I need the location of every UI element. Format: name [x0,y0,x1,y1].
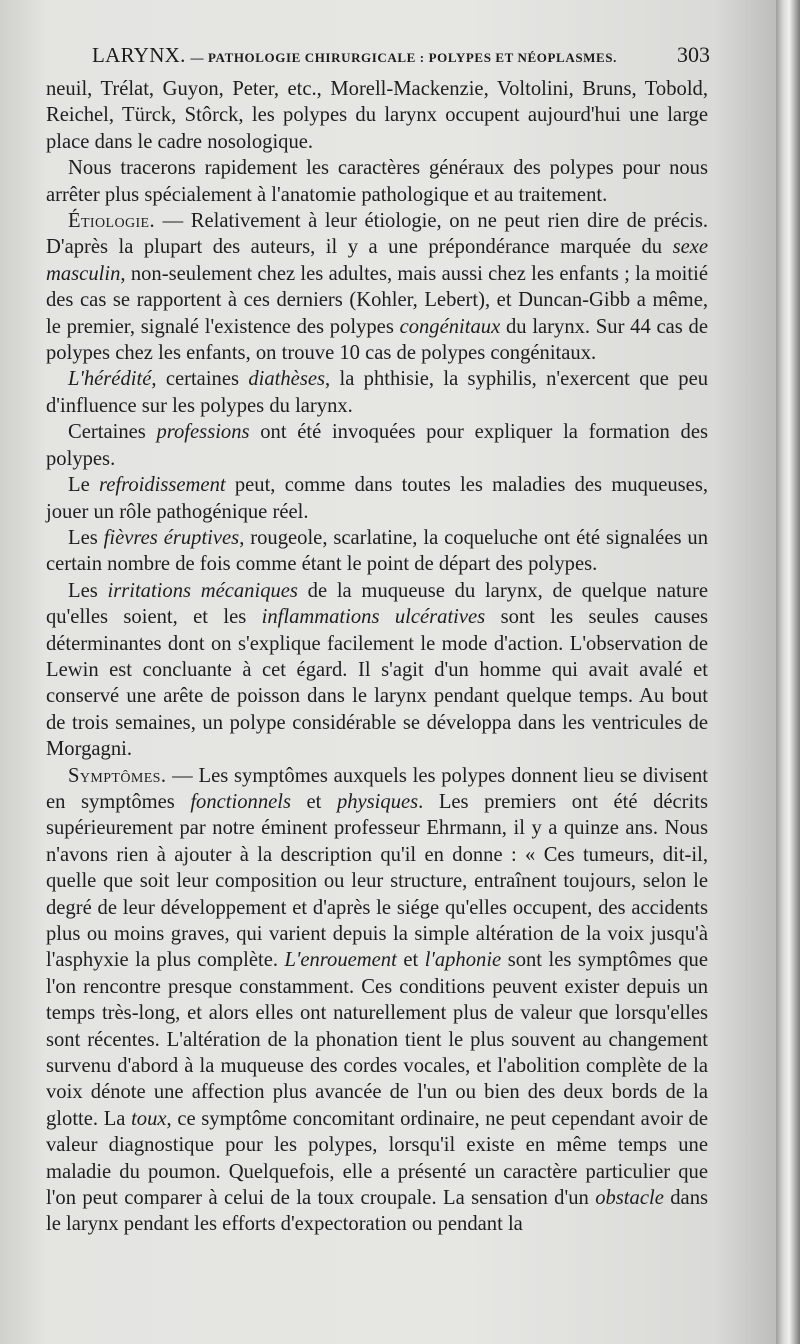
paragraph-text: et [396,949,425,972]
paragraph-text: — Les symptômes auxquels les polypes donnent lieu se divisent en symptômes [46,764,708,813]
paragraph [46,208,708,366]
paragraph-text: et [291,790,337,813]
paragraph-text: , rougeole, scarlatine, la coqueluche ont été signalées un certain nombre de fois comme étant le point de départ des polypes. [46,526,708,576]
paragraph [46,525,708,578]
paragraph-text: Le [68,474,99,497]
body-text [46,76,708,1238]
emphasis-text: physiques [336,790,419,813]
paragraph-text: dans le larynx pendant les efforts d'expectoration ou pendant la [46,1187,708,1236]
emphasis-text: obstacle [595,1187,664,1210]
paragraph-text: . Les premiers ont été décrits supérieurement par notre éminent professeur Ehrmann, il y a quinze ans. Nous n'avons rien à ajouter à la description qu'il en donne : « Ces tumeurs, dit-il, quelle que soit leur composition ou leur structure, entraînent toujours, selon le degré de leur développement et d'après le siége qu'elles occupent, des accidents plus ou moins graves, qui varient depuis la simple altération de la voix jusqu'à l'asphyxie la plus complète. [46,790,708,972]
paragraph-text: , la phthisie, la syphilis, n'exercent que peu d'influence sur les polypes du larynx. [46,368,709,417]
emphasis-text: professions [156,421,250,444]
running-title-sub: — PATHOLOGIE CHIRURGICALE : POLYPES ET NÉOPLASMES. [190,50,617,65]
emphasis-text: refroidissement [98,474,226,497]
paragraph [46,76,708,155]
running-header [92,42,710,72]
section-heading: Symptômes. [68,764,167,787]
page-edge [776,0,800,1344]
running-title-main: LARYNX. [92,43,186,67]
running-title [92,43,617,68]
paragraph [46,578,708,763]
emphasis-text: L'hérédité [68,368,152,391]
paragraph [46,155,708,208]
emphasis-text: congénitaux [399,315,501,338]
paragraph-text: sont les seules causes déterminantes dont on s'explique facilement le mode d'action. L'observation de Lewin est concluante à cet égard. Il s'agit d'un homme qui avait avalé et conservé une arête de poisson dans le larynx pendant quelque temps. Au bout de trois semaines, un polype considérable se développa dans les ventricules de Morgagni. [46,606,708,761]
emphasis-text: sexe masculin [46,236,708,285]
paragraph-text: , ce symptôme concomitant ordinaire, ne peut cependant avoir de valeur diagnostique pour les polypes, lorsqu'il existe en même temps une maladie du poumon. Quelquefois, elle a présenté un caractère particulier que l'on peut comparer à celui de la toux croupale. La sensation d'un [46,1107,708,1210]
paragraph-text: neuil, Trélat, Guyon, Peter, etc., Morell-Mackenzie, Voltolini, Bruns, Tobold, Reichel, Türck, Stôrck, les polypes du larynx occupent aujourd'hui une large place dans le cadre nosologique. [46,78,708,153]
emphasis-text: irritations mécaniques [107,579,298,602]
paragraph-text: peut, comme dans toutes les maladies des muqueuses, jouer un rôle pathogénique réel. [46,474,708,523]
paragraph [46,472,708,525]
emphasis-text: inflammations ulcératives [261,606,486,629]
emphasis-text: l'aphonie [424,949,502,972]
paragraph-text: Nous tracerons rapidement les caractères généraux des polypes pour nous arrêter plus spécialement à l'anatomie pathologique et au traitement. [46,157,708,206]
page-number: 303 [677,42,710,67]
paragraph-text: du larynx. Sur 44 cas de polypes chez les enfants, on trouve 10 cas de polypes congénitaux. [46,315,708,365]
paragraph [46,366,708,419]
paragraph-text: , certaines [151,368,249,391]
paragraph-text: Certaines [68,421,157,444]
emphasis-text: fonctionnels [190,790,291,813]
paragraph [46,763,708,1238]
emphasis-text: toux [131,1107,167,1130]
paragraph-text: — Relativement à leur étiologie, on ne peut rien dire de précis. D'après la plupart des auteurs, il y a une prépondérance marquée du [46,210,708,259]
paragraph-text: Les [68,579,108,602]
paragraph-text: , non-seulement chez les adultes, mais aussi chez les enfants ; la moitié des cas se rapportent à ces derniers (Kohler, Lebert), et Duncan-Gibb a même, le premier, signalé l'existence des polypes [46,262,708,338]
emphasis-text: fièvres éruptives [103,526,240,549]
paragraph-text: sont les symptômes que l'on rencontre presque constamment. Ces conditions peuvent exister depuis un temps très-long, et alors elles ont naturellement plus de valeur que lorsqu'elles sont récentes. L'altération de la phonation tient le plus souvent au changement survenu d'abord à la muqueuse des cordes vocales, et l'abolition complète de la voix dénote une affection plus avancée de l'un ou bien des deux bords de la glotte. La [46,949,708,1130]
paragraph-text: Les [68,526,104,549]
emphasis-text: L'enrouement [284,949,397,972]
paragraph-text: de la muqueuse du larynx, de quelque nature qu'elles soient, et les [46,579,708,629]
section-heading: Étiologie. [68,210,156,233]
paragraph [46,419,708,472]
paragraph-text: ont été invoquées pour expliquer la formation des polypes. [46,421,708,470]
emphasis-text: diathèses [248,368,325,391]
